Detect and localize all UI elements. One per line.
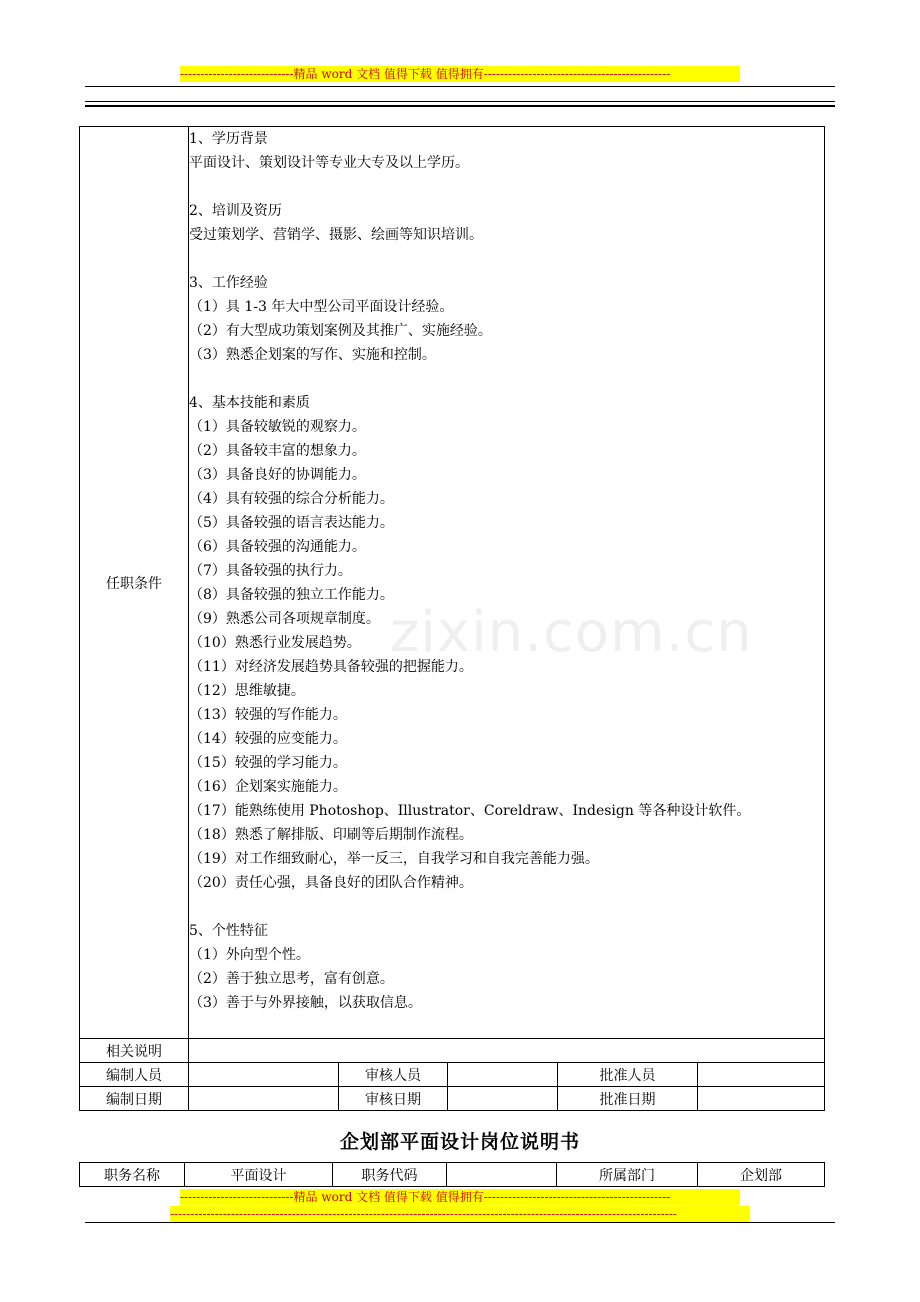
header-rule-thin (85, 86, 835, 87)
job-info-row (80, 1163, 825, 1187)
prepared-by-label: 编制人员 (80, 1063, 189, 1087)
section-education-item: 平面设计、策划设计等专业大专及以上学历。 (189, 155, 469, 171)
section-skills-item: （14）较强的应变能力。 (189, 731, 347, 747)
approve-date-label: 批准日期 (558, 1087, 698, 1111)
section-skills-item: （5）具备较强的语言表达能力。 (189, 515, 394, 531)
prepared-by-row (80, 1063, 825, 1087)
requirements-content (189, 127, 825, 1039)
job-name-value: 平面设计 (185, 1163, 333, 1187)
section-personality-item: （2）善于独立思考，富有创意。 (189, 971, 394, 987)
section-skills-item: （11）对经济发展趋势具备较强的把握能力。 (189, 659, 473, 675)
section-skills-item: （6）具备较强的沟通能力。 (189, 539, 366, 555)
header-banner: ----------------------------精品 word 文档 值得下载 值得拥有---------------------------------------------- (180, 66, 740, 82)
section-skills-item: （16）企划案实施能力。 (189, 779, 347, 795)
approver-label: 批准人员 (558, 1063, 698, 1087)
section-personality-title: 5、个性特征 (189, 923, 268, 939)
approver-value (698, 1063, 825, 1087)
header-rule-double-bottom (85, 105, 835, 107)
section-experience-item: （1）具 1-3 年大中型公司平面设计经验。 (189, 299, 454, 315)
section-skills-item: （1）具备较敏锐的观察力。 (189, 419, 366, 435)
section-experience-title: 3、工作经验 (189, 275, 268, 291)
section-skills-item: （9）熟悉公司各项规章制度。 (189, 611, 380, 627)
job-requirements-table (79, 126, 825, 1111)
section-skills-item: （8）具备较强的独立工作能力。 (189, 587, 394, 603)
related-notes-value (189, 1039, 825, 1063)
prepared-date-label: 编制日期 (80, 1087, 189, 1111)
section-skills-item: （18）熟悉了解排版、印刷等后期制作流程。 (189, 827, 473, 843)
related-notes-label: 相关说明 (80, 1039, 189, 1063)
reviewer-label: 审核人员 (339, 1063, 448, 1087)
section-experience-item: （3）熟悉企划案的写作、实施和控制。 (189, 347, 436, 363)
section-experience-item: （2）有大型成功策划案例及其推广、实施经验。 (189, 323, 492, 339)
reviewer-value (448, 1063, 558, 1087)
footer-banner-dashes: ----------------------------------------------------------------------------------------------------------------------------- (170, 1206, 750, 1222)
section-personality-item: （1）外向型个性。 (189, 947, 310, 963)
section-skills-item: （13）较强的写作能力。 (189, 707, 347, 723)
dates-row (80, 1087, 825, 1111)
watermark: zixin.com.cn (390, 600, 753, 665)
section-training-item: 受过策划学、营销学、摄影、绘画等知识培训。 (189, 227, 483, 243)
section-skills-title: 4、基本技能和素质 (189, 395, 310, 411)
footer-rule (85, 1222, 835, 1223)
job-code-label: 职务代码 (333, 1163, 447, 1187)
document-title: 企划部平面设计岗位说明书 (339, 1131, 580, 1153)
approve-date-value (698, 1087, 825, 1111)
requirements-label: 任职条件 (80, 127, 189, 1039)
department-label: 所属部门 (557, 1163, 698, 1187)
section-skills-item: （3）具备良好的协调能力。 (189, 467, 366, 483)
section-skills-item: （10）熟悉行业发展趋势。 (189, 635, 361, 651)
department-value: 企划部 (698, 1163, 825, 1187)
related-notes-row (80, 1039, 825, 1063)
section-personality-item: （3）善于与外界接触，以获取信息。 (189, 995, 422, 1011)
section-skills-item: （15）较强的学习能力。 (189, 755, 347, 771)
header-rule-double-top (85, 101, 835, 102)
section-skills-item: （20）责任心强，具备良好的团队合作精神。 (189, 875, 473, 891)
job-info-table (79, 1162, 825, 1187)
section-training-title: 2、培训及资历 (189, 203, 282, 219)
job-code-value (447, 1163, 557, 1187)
requirements-row (80, 127, 825, 1039)
prepared-by-value (189, 1063, 339, 1087)
job-name-label: 职务名称 (80, 1163, 185, 1187)
section-skills-item: （12）思维敏捷。 (189, 683, 305, 699)
review-date-value (448, 1087, 558, 1111)
section-skills-item: （17）能熟练使用 Photoshop、Illustrator、Coreldraw、Indesign 等各种设计软件。 (189, 803, 751, 819)
section-skills-item: （2）具备较丰富的想象力。 (189, 443, 366, 459)
section-skills-item: （7）具备较强的执行力。 (189, 563, 352, 579)
section-skills-item: （19）对工作细致耐心，举一反三，自我学习和自我完善能力强。 (189, 851, 599, 867)
prepared-date-value (189, 1087, 339, 1111)
section-skills-item: （4）具有较强的综合分析能力。 (189, 491, 394, 507)
review-date-label: 审核日期 (339, 1087, 448, 1111)
section-education-title: 1、学历背景 (189, 131, 268, 147)
footer-banner: ----------------------------精品 word 文档 值得下载 值得拥有---------------------------------------------- (180, 1189, 740, 1205)
